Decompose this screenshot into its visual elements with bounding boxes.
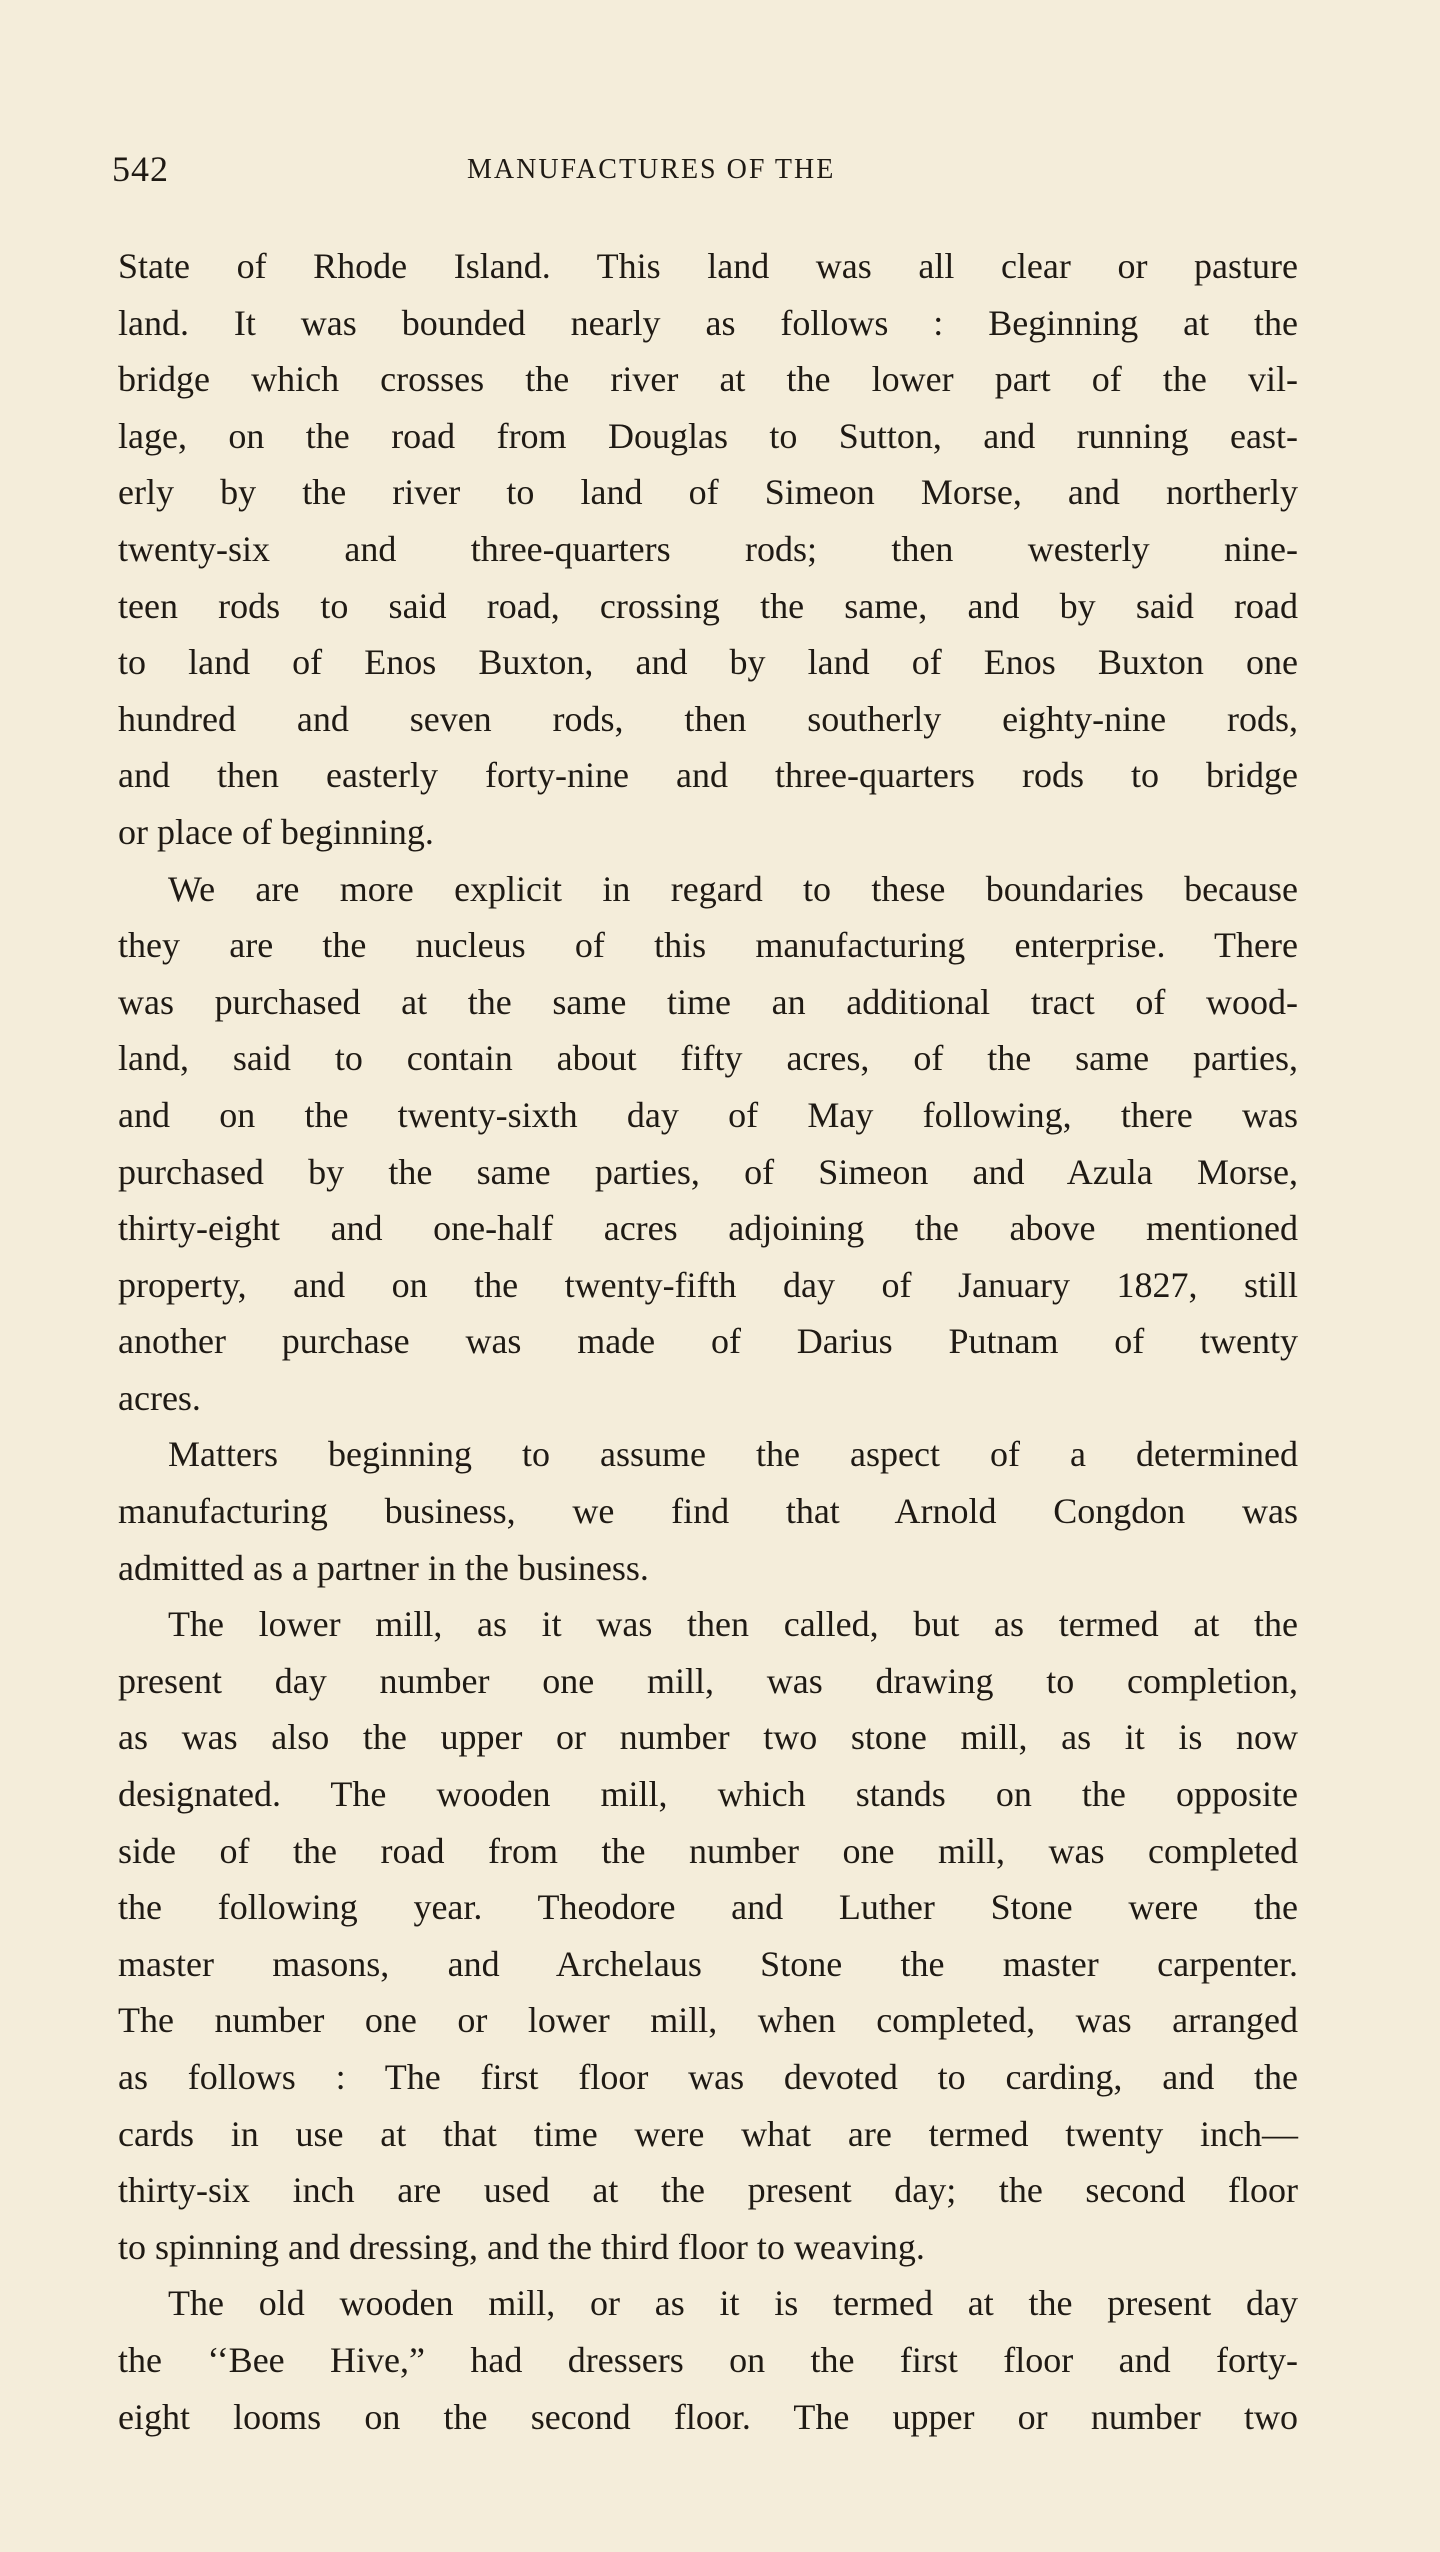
- text-line: and then easterly forty-nine and three-quarters rods to bridge: [118, 755, 1298, 796]
- text-line: thirty-six inch are used at the present day; the second floor: [118, 2170, 1298, 2211]
- text-line: or place of beginning.: [118, 811, 434, 852]
- text-line: another purchase was made of Darius Putnam of twenty: [118, 1321, 1298, 1362]
- body-text: [118, 238, 1298, 2445]
- text-line: present day number one mill, was drawing to completion,: [118, 1660, 1298, 1701]
- text-line: The old wooden mill, or as it is termed at the present day: [168, 2283, 1298, 2324]
- text-line: purchased by the same parties, of Simeon and Azula Morse,: [118, 1151, 1298, 1192]
- page-number: 542: [112, 149, 169, 189]
- text-line: teen rods to said road, crossing the same, and by said road: [118, 585, 1298, 626]
- text-line: cards in use at that time were what are termed twenty inch—: [118, 2113, 1298, 2154]
- text-line: the ‘‘Bee Hive,” had dressers on the first floor and forty-: [118, 2339, 1298, 2380]
- text-line: as was also the upper or number two stone mill, as it is now: [118, 1717, 1298, 1758]
- text-line: to spinning and dressing, and the third floor to weaving.: [118, 2226, 925, 2267]
- text-line: lage, on the road from Douglas to Sutton, and running east-: [118, 415, 1298, 456]
- text-line: acres.: [118, 1377, 201, 1418]
- text-line: The number one or lower mill, when completed, was arranged: [118, 2000, 1298, 2041]
- text-line: State of Rhode Island. This land was all clear or pasture: [118, 246, 1298, 286]
- text-line: was purchased at the same time an additional tract of wood-: [118, 981, 1298, 1022]
- page-header: [112, 148, 1298, 198]
- text-line: land. It was bounded nearly as follows : Beginning at the: [118, 302, 1298, 343]
- text-line: to land of Enos Buxton, and by land of Enos Buxton one: [118, 642, 1298, 683]
- text-line: property, and on the twenty-fifth day of January 1827, still: [118, 1264, 1298, 1305]
- text-line: We are more explicit in regard to these boundaries because: [168, 868, 1298, 909]
- text-line: manufacturing business, we find that Arnold Congdon was: [118, 1491, 1298, 1532]
- text-line: erly by the river to land of Simeon Morse, and northerly: [118, 472, 1298, 513]
- text-line: admitted as a partner in the business.: [118, 1547, 649, 1588]
- text-line: The lower mill, as it was then called, but as termed at the: [168, 1604, 1298, 1645]
- text-line: they are the nucleus of this manufacturing enterprise. There: [118, 925, 1298, 966]
- text-line: designated. The wooden mill, which stands on the opposite: [118, 1774, 1298, 1815]
- text-line: land, said to contain about fifty acres, of the same parties,: [118, 1038, 1298, 1079]
- text-line: and on the twenty-sixth day of May following, there was: [118, 1094, 1298, 1135]
- running-head: MANUFACTURES OF THE: [467, 154, 836, 185]
- text-line: side of the road from the number one mill, was completed: [118, 1830, 1298, 1871]
- text-line: Matters beginning to assume the aspect of a determined: [168, 1434, 1298, 1475]
- text-line: as follows : The first floor was devoted to carding, and the: [118, 2057, 1298, 2097]
- text-line: master masons, and Archelaus Stone the master carpenter.: [118, 1943, 1298, 1984]
- text-line: hundred and seven rods, then southerly eighty-nine rods,: [118, 698, 1298, 739]
- text-line: thirty-eight and one-half acres adjoining the above mentioned: [118, 1208, 1298, 1249]
- text-line: bridge which crosses the river at the lower part of the vil-: [118, 359, 1298, 400]
- text-line: eight looms on the second floor. The upper or number two: [118, 2396, 1298, 2437]
- text-line: twenty-six and three-quarters rods; then westerly nine-: [118, 528, 1298, 569]
- text-line: the following year. Theodore and Luther Stone were the: [118, 1887, 1298, 1928]
